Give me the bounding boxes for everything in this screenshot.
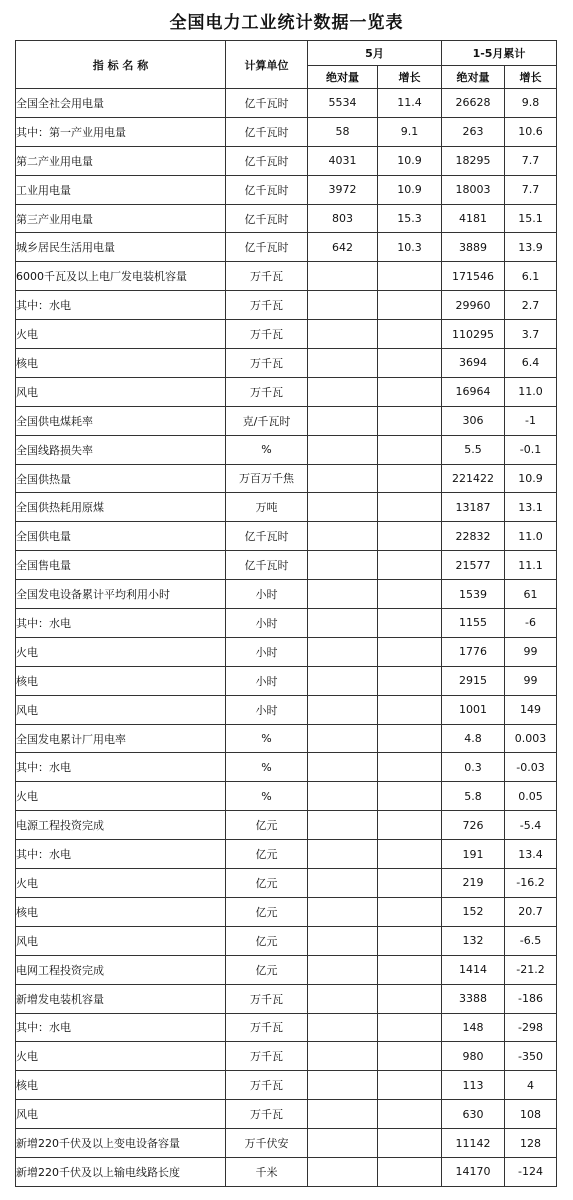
- cumulative-absolute-cell: 1776: [442, 637, 505, 666]
- month-absolute-cell: [308, 724, 378, 753]
- cumulative-absolute-cell: 1414: [442, 955, 505, 984]
- month-absolute-cell: [308, 580, 378, 609]
- indicator-name-cell: 6000千瓦及以上电厂发电装机容量: [16, 262, 226, 291]
- indicator-name-cell: 全国发电设备累计平均利用小时: [16, 580, 226, 609]
- cumulative-absolute-cell: 21577: [442, 551, 505, 580]
- cumulative-growth-cell: -1: [505, 406, 557, 435]
- unit-cell: 万千瓦: [226, 1042, 308, 1071]
- month-absolute-cell: [308, 1129, 378, 1158]
- unit-cell: 亿千瓦时: [226, 204, 308, 233]
- unit-cell: 万千瓦: [226, 291, 308, 320]
- table-row: [16, 291, 557, 320]
- cumulative-absolute-cell: 132: [442, 926, 505, 955]
- cumulative-absolute-cell: 1001: [442, 695, 505, 724]
- table-row: [16, 175, 557, 204]
- cumulative-growth-cell: 2.7: [505, 291, 557, 320]
- unit-cell: 亿元: [226, 811, 308, 840]
- header-row-top: [16, 41, 557, 66]
- unit-cell: 亿千瓦时: [226, 146, 308, 175]
- cumulative-absolute-cell: 16964: [442, 377, 505, 406]
- cumulative-absolute-cell: 4.8: [442, 724, 505, 753]
- cumulative-absolute-cell: 148: [442, 1013, 505, 1042]
- cumulative-absolute-cell: 4181: [442, 204, 505, 233]
- cumulative-growth-cell: -5.4: [505, 811, 557, 840]
- month-growth-cell: [378, 1100, 442, 1129]
- cumulative-growth-cell: -186: [505, 984, 557, 1013]
- month-absolute-cell: [308, 609, 378, 638]
- month-growth-cell: [378, 320, 442, 349]
- table-row: [16, 1157, 557, 1186]
- table-row: [16, 926, 557, 955]
- header-cumulative-absolute: 绝对量: [442, 66, 505, 89]
- cumulative-growth-cell: 99: [505, 666, 557, 695]
- indicator-name-cell: 火电: [16, 320, 226, 349]
- month-growth-cell: [378, 464, 442, 493]
- month-absolute-cell: 58: [308, 117, 378, 146]
- month-growth-cell: [378, 377, 442, 406]
- cumulative-absolute-cell: 191: [442, 840, 505, 869]
- month-absolute-cell: [308, 493, 378, 522]
- cumulative-absolute-cell: 1155: [442, 609, 505, 638]
- table-row: [16, 464, 557, 493]
- cumulative-absolute-cell: 171546: [442, 262, 505, 291]
- cumulative-absolute-cell: 11142: [442, 1129, 505, 1158]
- cumulative-growth-cell: 61: [505, 580, 557, 609]
- cumulative-absolute-cell: 26628: [442, 89, 505, 118]
- indicator-name-cell: 电网工程投资完成: [16, 955, 226, 984]
- cumulative-growth-cell: 0.05: [505, 782, 557, 811]
- month-absolute-cell: 642: [308, 233, 378, 262]
- unit-cell: %: [226, 753, 308, 782]
- cumulative-absolute-cell: 1539: [442, 580, 505, 609]
- month-growth-cell: [378, 1071, 442, 1100]
- month-growth-cell: 15.3: [378, 204, 442, 233]
- header-cumulative-growth: 增长: [505, 66, 557, 89]
- cumulative-growth-cell: 149: [505, 695, 557, 724]
- cumulative-absolute-cell: 630: [442, 1100, 505, 1129]
- month-growth-cell: [378, 955, 442, 984]
- month-growth-cell: [378, 262, 442, 291]
- cumulative-absolute-cell: 3694: [442, 349, 505, 378]
- month-growth-cell: [378, 1157, 442, 1186]
- indicator-name-cell: 第二产业用电量: [16, 146, 226, 175]
- cumulative-absolute-cell: 980: [442, 1042, 505, 1071]
- table-row: [16, 320, 557, 349]
- month-growth-cell: [378, 724, 442, 753]
- cumulative-growth-cell: -21.2: [505, 955, 557, 984]
- indicator-name-cell: 新增220千伏及以上输电线路长度: [16, 1157, 226, 1186]
- cumulative-absolute-cell: 22832: [442, 522, 505, 551]
- cumulative-absolute-cell: 18003: [442, 175, 505, 204]
- unit-cell: 小时: [226, 580, 308, 609]
- month-absolute-cell: [308, 1100, 378, 1129]
- cumulative-absolute-cell: 5.5: [442, 435, 505, 464]
- cumulative-absolute-cell: 113: [442, 1071, 505, 1100]
- cumulative-growth-cell: -16.2: [505, 869, 557, 898]
- unit-cell: %: [226, 435, 308, 464]
- unit-cell: 亿千瓦时: [226, 89, 308, 118]
- table-row: [16, 955, 557, 984]
- header-month-group: 5月: [308, 41, 442, 66]
- table-row: [16, 609, 557, 638]
- unit-cell: 小时: [226, 637, 308, 666]
- cumulative-growth-cell: 10.6: [505, 117, 557, 146]
- indicator-name-cell: 城乡居民生活用电量: [16, 233, 226, 262]
- table-row: [16, 204, 557, 233]
- table-row: [16, 984, 557, 1013]
- table-row: [16, 262, 557, 291]
- unit-cell: 千米: [226, 1157, 308, 1186]
- month-growth-cell: [378, 869, 442, 898]
- month-absolute-cell: [308, 782, 378, 811]
- table-row: [16, 753, 557, 782]
- unit-cell: 亿千瓦时: [226, 551, 308, 580]
- table-row: [16, 349, 557, 378]
- indicator-name-cell: 风电: [16, 1100, 226, 1129]
- indicator-name-cell: 其中：水电: [16, 291, 226, 320]
- indicator-name-cell: 全国售电量: [16, 551, 226, 580]
- month-growth-cell: [378, 609, 442, 638]
- header-indicator: 指 标 名 称: [16, 41, 226, 89]
- month-absolute-cell: [308, 464, 378, 493]
- month-absolute-cell: 5534: [308, 89, 378, 118]
- cumulative-growth-cell: 6.4: [505, 349, 557, 378]
- unit-cell: 克/千瓦时: [226, 406, 308, 435]
- cumulative-absolute-cell: 219: [442, 869, 505, 898]
- cumulative-growth-cell: 9.8: [505, 89, 557, 118]
- indicator-name-cell: 工业用电量: [16, 175, 226, 204]
- indicator-name-cell: 核电: [16, 349, 226, 378]
- header-month-growth: 增长: [378, 66, 442, 89]
- unit-cell: 亿千瓦时: [226, 233, 308, 262]
- month-absolute-cell: [308, 869, 378, 898]
- unit-cell: 万千瓦: [226, 377, 308, 406]
- indicator-name-cell: 新增220千伏及以上变电设备容量: [16, 1129, 226, 1158]
- cumulative-growth-cell: -0.1: [505, 435, 557, 464]
- month-growth-cell: [378, 291, 442, 320]
- month-growth-cell: [378, 551, 442, 580]
- month-absolute-cell: [308, 984, 378, 1013]
- cumulative-growth-cell: 108: [505, 1100, 557, 1129]
- table-row: [16, 666, 557, 695]
- table-row: [16, 435, 557, 464]
- cumulative-growth-cell: 11.1: [505, 551, 557, 580]
- month-absolute-cell: [308, 666, 378, 695]
- cumulative-growth-cell: -6: [505, 609, 557, 638]
- month-absolute-cell: [308, 637, 378, 666]
- unit-cell: 万吨: [226, 493, 308, 522]
- unit-cell: 亿元: [226, 840, 308, 869]
- indicator-name-cell: 火电: [16, 869, 226, 898]
- statistics-table: [15, 40, 557, 1187]
- month-absolute-cell: [308, 377, 378, 406]
- table-row: [16, 406, 557, 435]
- unit-cell: 万千瓦: [226, 1100, 308, 1129]
- indicator-name-cell: 火电: [16, 782, 226, 811]
- cumulative-growth-cell: 13.4: [505, 840, 557, 869]
- cumulative-growth-cell: -6.5: [505, 926, 557, 955]
- cumulative-growth-cell: -0.03: [505, 753, 557, 782]
- unit-cell: 小时: [226, 609, 308, 638]
- unit-cell: 万千瓦: [226, 1071, 308, 1100]
- month-absolute-cell: [308, 753, 378, 782]
- month-absolute-cell: [308, 349, 378, 378]
- indicator-name-cell: 火电: [16, 637, 226, 666]
- cumulative-growth-cell: -350: [505, 1042, 557, 1071]
- unit-cell: %: [226, 724, 308, 753]
- table-row: [16, 580, 557, 609]
- month-growth-cell: [378, 782, 442, 811]
- table-row: [16, 146, 557, 175]
- month-absolute-cell: [308, 926, 378, 955]
- table-row: [16, 117, 557, 146]
- cumulative-growth-cell: 15.1: [505, 204, 557, 233]
- indicator-name-cell: 风电: [16, 377, 226, 406]
- month-growth-cell: [378, 493, 442, 522]
- unit-cell: 万百万千焦: [226, 464, 308, 493]
- month-growth-cell: [378, 406, 442, 435]
- indicator-name-cell: 其中：水电: [16, 840, 226, 869]
- month-absolute-cell: [308, 1013, 378, 1042]
- month-absolute-cell: [308, 955, 378, 984]
- cumulative-absolute-cell: 29960: [442, 291, 505, 320]
- cumulative-growth-cell: 4: [505, 1071, 557, 1100]
- table-row: [16, 869, 557, 898]
- table-row: [16, 811, 557, 840]
- month-absolute-cell: [308, 551, 378, 580]
- indicator-name-cell: 全国供电煤耗率: [16, 406, 226, 435]
- month-absolute-cell: [308, 435, 378, 464]
- page-title: 全国电力工业统计数据一览表: [169, 13, 404, 33]
- unit-cell: 万千瓦: [226, 349, 308, 378]
- month-growth-cell: [378, 984, 442, 1013]
- cumulative-growth-cell: -124: [505, 1157, 557, 1186]
- table-row: [16, 1129, 557, 1158]
- unit-cell: 万千瓦: [226, 320, 308, 349]
- indicator-name-cell: 全国供热耗用原煤: [16, 493, 226, 522]
- indicator-name-cell: 风电: [16, 926, 226, 955]
- indicator-name-cell: 其中：第一产业用电量: [16, 117, 226, 146]
- cumulative-absolute-cell: 221422: [442, 464, 505, 493]
- cumulative-absolute-cell: 13187: [442, 493, 505, 522]
- indicator-name-cell: 新增发电装机容量: [16, 984, 226, 1013]
- month-absolute-cell: [308, 291, 378, 320]
- indicator-name-cell: 核电: [16, 897, 226, 926]
- month-absolute-cell: [308, 320, 378, 349]
- cumulative-growth-cell: 128: [505, 1129, 557, 1158]
- table-row: [16, 493, 557, 522]
- month-absolute-cell: [308, 811, 378, 840]
- indicator-name-cell: 全国发电累计厂用电率: [16, 724, 226, 753]
- indicator-name-cell: 火电: [16, 1042, 226, 1071]
- table-row: [16, 233, 557, 262]
- cumulative-growth-cell: 6.1: [505, 262, 557, 291]
- month-growth-cell: [378, 666, 442, 695]
- cumulative-growth-cell: 7.7: [505, 175, 557, 204]
- month-growth-cell: 11.4: [378, 89, 442, 118]
- unit-cell: 亿千瓦时: [226, 522, 308, 551]
- month-absolute-cell: [308, 840, 378, 869]
- unit-cell: 万千瓦: [226, 984, 308, 1013]
- month-growth-cell: [378, 522, 442, 551]
- unit-cell: 小时: [226, 666, 308, 695]
- cumulative-growth-cell: 20.7: [505, 897, 557, 926]
- month-growth-cell: 9.1: [378, 117, 442, 146]
- month-growth-cell: [378, 897, 442, 926]
- indicator-name-cell: 其中：水电: [16, 609, 226, 638]
- cumulative-absolute-cell: 3889: [442, 233, 505, 262]
- unit-cell: %: [226, 782, 308, 811]
- table-row: [16, 1100, 557, 1129]
- table-row: [16, 89, 557, 118]
- month-growth-cell: [378, 1129, 442, 1158]
- unit-cell: 万千瓦: [226, 262, 308, 291]
- month-absolute-cell: [308, 1071, 378, 1100]
- month-growth-cell: [378, 1013, 442, 1042]
- indicator-name-cell: 电源工程投资完成: [16, 811, 226, 840]
- table-row: [16, 724, 557, 753]
- unit-cell: 亿元: [226, 955, 308, 984]
- table-row: [16, 377, 557, 406]
- header-unit: 计算单位: [226, 41, 308, 89]
- table-row: [16, 1042, 557, 1071]
- indicator-name-cell: 风电: [16, 695, 226, 724]
- cumulative-absolute-cell: 110295: [442, 320, 505, 349]
- month-growth-cell: 10.3: [378, 233, 442, 262]
- cumulative-absolute-cell: 2915: [442, 666, 505, 695]
- cumulative-absolute-cell: 3388: [442, 984, 505, 1013]
- table-row: [16, 695, 557, 724]
- cumulative-growth-cell: 7.7: [505, 146, 557, 175]
- month-growth-cell: [378, 840, 442, 869]
- unit-cell: 小时: [226, 695, 308, 724]
- month-absolute-cell: [308, 406, 378, 435]
- unit-cell: 亿元: [226, 869, 308, 898]
- month-absolute-cell: 803: [308, 204, 378, 233]
- unit-cell: 亿千瓦时: [226, 175, 308, 204]
- cumulative-growth-cell: -298: [505, 1013, 557, 1042]
- month-absolute-cell: [308, 262, 378, 291]
- cumulative-absolute-cell: 263: [442, 117, 505, 146]
- indicator-name-cell: 其中：水电: [16, 753, 226, 782]
- indicator-name-cell: 全国全社会用电量: [16, 89, 226, 118]
- header-month-absolute: 绝对量: [308, 66, 378, 89]
- unit-cell: 亿元: [226, 926, 308, 955]
- month-absolute-cell: [308, 897, 378, 926]
- month-growth-cell: [378, 349, 442, 378]
- table-row: [16, 551, 557, 580]
- cumulative-growth-cell: 11.0: [505, 522, 557, 551]
- cumulative-growth-cell: 3.7: [505, 320, 557, 349]
- cumulative-absolute-cell: 726: [442, 811, 505, 840]
- cumulative-growth-cell: 13.1: [505, 493, 557, 522]
- month-absolute-cell: [308, 1042, 378, 1071]
- month-growth-cell: 10.9: [378, 175, 442, 204]
- table-row: [16, 897, 557, 926]
- month-absolute-cell: [308, 1157, 378, 1186]
- table-row: [16, 522, 557, 551]
- unit-cell: 亿元: [226, 897, 308, 926]
- month-absolute-cell: [308, 522, 378, 551]
- table-row: [16, 782, 557, 811]
- month-absolute-cell: [308, 695, 378, 724]
- unit-cell: 万千瓦: [226, 1013, 308, 1042]
- indicator-name-cell: 第三产业用电量: [16, 204, 226, 233]
- table-body: [16, 89, 557, 1187]
- cumulative-growth-cell: 99: [505, 637, 557, 666]
- indicator-name-cell: 全国供热量: [16, 464, 226, 493]
- cumulative-absolute-cell: 306: [442, 406, 505, 435]
- month-absolute-cell: 4031: [308, 146, 378, 175]
- cumulative-growth-cell: 11.0: [505, 377, 557, 406]
- month-growth-cell: [378, 811, 442, 840]
- table-row: [16, 1013, 557, 1042]
- month-growth-cell: [378, 695, 442, 724]
- month-growth-cell: [378, 926, 442, 955]
- cumulative-absolute-cell: 0.3: [442, 753, 505, 782]
- indicator-name-cell: 全国供电量: [16, 522, 226, 551]
- cumulative-absolute-cell: 152: [442, 897, 505, 926]
- cumulative-absolute-cell: 14170: [442, 1157, 505, 1186]
- unit-cell: 亿千瓦时: [226, 117, 308, 146]
- unit-cell: 万千伏安: [226, 1129, 308, 1158]
- month-growth-cell: [378, 435, 442, 464]
- table-row: [16, 637, 557, 666]
- cumulative-absolute-cell: 18295: [442, 146, 505, 175]
- indicator-name-cell: 核电: [16, 666, 226, 695]
- cumulative-absolute-cell: 5.8: [442, 782, 505, 811]
- month-growth-cell: [378, 580, 442, 609]
- cumulative-growth-cell: 0.003: [505, 724, 557, 753]
- cumulative-growth-cell: 10.9: [505, 464, 557, 493]
- cumulative-growth-cell: 13.9: [505, 233, 557, 262]
- month-growth-cell: [378, 753, 442, 782]
- indicator-name-cell: 其中：水电: [16, 1013, 226, 1042]
- header-cumulative-group: 1-5月累计: [442, 41, 557, 66]
- indicator-name-cell: 核电: [16, 1071, 226, 1100]
- month-growth-cell: 10.9: [378, 146, 442, 175]
- indicator-name-cell: 全国线路损失率: [16, 435, 226, 464]
- table-row: [16, 1071, 557, 1100]
- month-growth-cell: [378, 1042, 442, 1071]
- table-row: [16, 840, 557, 869]
- month-growth-cell: [378, 637, 442, 666]
- month-absolute-cell: 3972: [308, 175, 378, 204]
